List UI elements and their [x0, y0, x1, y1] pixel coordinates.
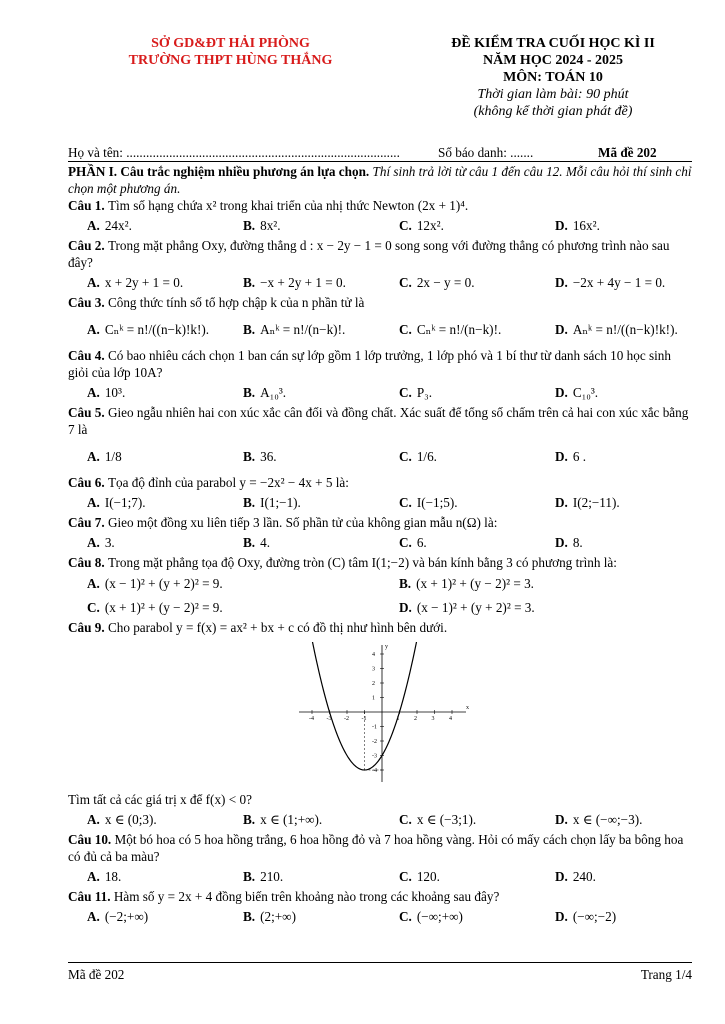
option-text: x + 2y + 1 = 0. [104, 275, 184, 290]
question-stem: Tọa độ đỉnh của parabol y = −2x² − 4x + 5 là: [107, 475, 349, 490]
answer-option-c[interactable] [380, 217, 536, 234]
option-text: 16x². [572, 218, 600, 233]
question-label: Câu 7. [68, 515, 108, 530]
answer-option-b[interactable] [224, 274, 380, 291]
answer-option-d[interactable] [380, 599, 692, 616]
answer-options [68, 867, 692, 886]
answer-option-a[interactable] [68, 217, 224, 234]
option-letter: D. [555, 321, 568, 337]
exam-title: ĐỀ KIỂM TRA CUỐI HỌC KÌ II [451, 36, 655, 51]
option-text: A₁₀³. [260, 385, 287, 400]
option-letter: A. [87, 575, 100, 591]
option-letter: C. [399, 869, 412, 884]
option-text: (−∞;+∞) [416, 909, 463, 924]
option-letter: D. [555, 385, 568, 400]
option-letter: C. [399, 321, 412, 337]
answer-option-a[interactable] [68, 811, 224, 828]
answer-option-a[interactable] [68, 494, 224, 511]
answer-option-c[interactable] [380, 811, 536, 828]
y-tick-label: 2 [372, 681, 375, 687]
option-letter: B. [243, 495, 256, 510]
answer-options [68, 907, 692, 926]
question-stem: Gieo một đồng xu liên tiếp 3 lần. Số phần tử của không gian mẫu n(Ω) là: [107, 515, 498, 530]
question-label: Câu 5. [68, 405, 108, 420]
option-letter: A. [87, 218, 100, 233]
option-letter: B. [243, 535, 256, 550]
option-text: 240. [572, 869, 596, 884]
option-text: 120. [416, 869, 440, 884]
exam-time: Thời gian làm bài: 90 phút [477, 87, 629, 102]
answer-option-c[interactable] [380, 534, 536, 551]
option-text: 2x − y = 0. [416, 275, 475, 290]
option-text: I(−1;7). [104, 495, 146, 510]
x-tick-label: -3 [326, 716, 332, 722]
question-text [68, 237, 692, 271]
y-axis-label: y [385, 644, 388, 650]
question-stem: Công thức tính số tổ hợp chập k của n phần tử là [107, 295, 365, 310]
question-text [68, 474, 692, 491]
answer-option-d[interactable] [536, 494, 692, 511]
option-text: Aₙᵏ = n!/((n−k)!k!). [572, 321, 678, 337]
question-8 [68, 554, 692, 619]
question-3 [68, 294, 692, 345]
option-letter: A. [87, 321, 100, 337]
option-text: 8. [572, 535, 583, 550]
option-letter: A. [87, 869, 100, 884]
answer-option-a[interactable] [68, 908, 224, 925]
answer-option-c[interactable] [380, 274, 536, 291]
part1-heading [68, 163, 692, 197]
option-text: 1/8 [104, 448, 122, 464]
option-text: Aₙᵏ = n!/(n−k)!. [260, 321, 346, 337]
y-tick-label: -1 [372, 724, 377, 731]
question-text [68, 294, 692, 311]
x-tick-label: 4 [449, 716, 452, 722]
answer-options [68, 595, 692, 619]
option-letter: C. [399, 535, 412, 550]
option-letter: A. [87, 275, 100, 290]
answer-option-d[interactable] [536, 534, 692, 551]
answer-options [68, 810, 692, 829]
answer-options [68, 571, 692, 595]
option-letter: B. [399, 575, 412, 591]
question-11 [68, 888, 692, 926]
option-text: x ∈ (−3;1). [416, 812, 477, 827]
question-1 [68, 197, 692, 235]
option-letter: C. [399, 448, 412, 464]
answer-option-c[interactable] [380, 494, 536, 511]
question-text [68, 404, 692, 438]
answer-option-b[interactable] [224, 811, 380, 828]
option-letter: C. [87, 599, 100, 615]
question-stem: Hàm số y = 2x + 4 đồng biến trên khoảng nào trong các khoảng sau đây? [113, 889, 500, 904]
question-stem: Tìm số hạng chứa x² trong khai triển của nhị thức Newton (2x + 1)⁴. [107, 198, 469, 213]
option-text: x ∈ (0;3). [104, 812, 157, 827]
option-text: −2x + 4y − 1 = 0. [572, 275, 666, 290]
option-text: (x − 1)² + (y + 2)² = 3. [416, 599, 535, 615]
answer-option-a[interactable] [68, 575, 380, 592]
question-2 [68, 237, 692, 292]
option-text: −x + 2y + 1 = 0. [260, 275, 346, 290]
option-text: (−2;+∞) [104, 909, 149, 924]
exam-time-note: (không kể thời gian phát đề) [473, 104, 633, 119]
answer-option-d[interactable] [536, 217, 692, 234]
question-label: Câu 11. [68, 889, 114, 904]
answer-option-d[interactable] [536, 384, 692, 401]
answer-option-b[interactable] [224, 868, 380, 885]
question-label: Câu 9. [68, 620, 108, 635]
question-label: Câu 3. [68, 295, 108, 310]
question-10 [68, 831, 692, 886]
option-letter: B. [243, 275, 256, 290]
answer-option-c[interactable] [380, 868, 536, 885]
question-text [68, 197, 692, 214]
exam-code: Mã đề 202 [598, 145, 657, 160]
question-stem: Một bó hoa có 5 hoa hồng trắng, 6 hoa hồng đỏ và 7 hoa hồng vàng. Hỏi có mấy cách chọn lấy ba bông hoa có đủ cả ba màu? [68, 832, 684, 864]
y-tick-label: 1 [372, 695, 375, 702]
option-letter: D. [555, 448, 568, 464]
option-letter: C. [399, 812, 412, 827]
option-text: I(2;−11). [572, 495, 620, 510]
option-text: x ∈ (−∞;−3). [572, 812, 643, 827]
question-5 [68, 404, 692, 472]
answer-option-c[interactable] [380, 908, 536, 925]
option-letter: B. [243, 448, 256, 464]
question-text [68, 888, 692, 905]
question-7 [68, 514, 692, 552]
school-name: TRƯỜNG THPT HÙNG THẮNG [128, 53, 333, 68]
option-text: x ∈ (1;+∞). [260, 812, 323, 827]
answer-option-a[interactable] [68, 274, 224, 291]
answer-option-c[interactable] [380, 384, 536, 401]
question-9 [68, 619, 692, 829]
option-letter: D. [555, 275, 568, 290]
option-text: (2;+∞) [260, 909, 296, 924]
x-axis-label: x [466, 705, 469, 711]
answer-option-d[interactable] [536, 274, 692, 291]
option-text: 4. [260, 535, 270, 550]
footer-exam-code: Mã đề 202 [68, 967, 125, 982]
question-list [68, 197, 692, 926]
answer-option-a[interactable] [68, 321, 224, 338]
answer-option-a[interactable] [68, 384, 224, 401]
y-tick-label: -3 [372, 753, 377, 760]
question-label: Câu 10. [68, 832, 115, 847]
y-tick-label: 4 [372, 652, 375, 658]
answer-options [68, 313, 692, 345]
question-text [68, 554, 692, 571]
answer-option-a[interactable] [68, 868, 224, 885]
answer-options [68, 533, 692, 552]
question-stem: Cho parabol y = f(x) = ax² + bx + c có đồ thị như hình bên dưới. [107, 620, 448, 635]
option-letter: A. [87, 495, 100, 510]
answer-option-a[interactable] [68, 534, 224, 551]
footer-page-number: Trang 1/4 [640, 967, 692, 982]
parabola-curve [311, 642, 418, 770]
question-stem: Trong mặt phẳng Oxy, đường thẳng d : x − 2y − 1 = 0 song song với đường thẳng có phương trình nào sau đây? [68, 238, 670, 270]
exam-page [68, 0, 692, 1024]
answer-option-b[interactable] [224, 384, 380, 401]
option-text: 3. [104, 535, 115, 550]
question-stem: Gieo ngẫu nhiên hai con xúc xắc cân đối và đồng chất. Xác suất để tổng số chấm trên cả hai con xúc xắc bằng 7 là [68, 405, 689, 437]
part1-title: PHẦN I. Câu trắc nghiệm nhiều phương án lựa chọn. [68, 164, 370, 179]
option-letter: A. [87, 385, 100, 400]
option-letter: D. [555, 535, 568, 550]
x-tick-label: -2 [344, 716, 349, 722]
question-label: Câu 1. [68, 198, 108, 213]
option-letter: A. [87, 535, 100, 550]
x-tick-label: 2 [414, 716, 417, 722]
header-divider [68, 161, 692, 162]
question-text [68, 514, 692, 531]
option-text: (x + 1)² + (y − 2)² = 3. [416, 575, 534, 591]
option-letter: C. [399, 218, 412, 233]
question-label: Câu 8. [68, 555, 108, 570]
option-letter: B. [243, 812, 256, 827]
parabola-graph [294, 642, 474, 787]
question-stem: Trong mặt phẳng tọa độ Oxy, đường tròn (C) tâm I(1;−2) và bán kính bằng 3 có phương trình là: [107, 555, 617, 570]
option-letter: D. [555, 812, 568, 827]
part1-instruction: Thí sinh trả lời từ câu 1 đến câu 12. Mỗi câu hỏi thí sinh chỉ chọn một phương án. [68, 164, 692, 196]
option-letter: A. [87, 812, 100, 827]
answer-option-b[interactable] [224, 534, 380, 551]
option-text: 1/6. [416, 448, 437, 464]
answer-option-b[interactable] [224, 217, 380, 234]
answer-options [68, 383, 692, 402]
question-stem: Có bao nhiêu cách chọn 1 ban cán sự lớp gồm 1 lớp trưởng, 1 lớp phó và 1 bí thư từ danh sách 10 học sinh giỏi của lớp 10A? [68, 348, 671, 380]
question-label: Câu 6. [68, 475, 108, 490]
question-text [68, 347, 692, 381]
answer-option-b[interactable] [224, 908, 380, 925]
option-text: 6. [416, 535, 427, 550]
option-letter: B. [243, 385, 256, 400]
answer-option-d[interactable] [536, 908, 692, 925]
option-text: Cₙᵏ = n!/((n−k)!k!). [104, 321, 210, 337]
question-text [68, 619, 692, 636]
option-letter: C. [399, 495, 412, 510]
header-right [413, 35, 693, 120]
option-text: C₁₀³. [572, 385, 599, 400]
question-6 [68, 474, 692, 512]
option-letter: D. [555, 909, 568, 924]
answer-options [68, 273, 692, 292]
option-text: I(1;−1). [260, 495, 301, 510]
option-letter: B. [243, 321, 256, 337]
x-tick-label: 3 [431, 716, 435, 722]
option-letter: B. [243, 218, 256, 233]
option-text: 8x². [260, 218, 281, 233]
option-letter: C. [399, 275, 412, 290]
answer-option-a[interactable] [68, 448, 224, 465]
option-text: 10³. [104, 385, 126, 400]
subject: MÔN: TOÁN 10 [503, 70, 603, 85]
answer-option-c[interactable] [380, 448, 536, 465]
x-tick-label: 1 [396, 716, 400, 722]
answer-option-d[interactable] [536, 811, 692, 828]
answer-option-b[interactable] [224, 494, 380, 511]
answer-options [68, 493, 692, 512]
y-tick-label: -4 [372, 768, 377, 774]
answer-option-d[interactable] [536, 868, 692, 885]
option-letter: B. [243, 909, 256, 924]
option-letter: D. [555, 495, 568, 510]
option-text: 210. [260, 869, 284, 884]
school-year: NĂM HỌC 2024 - 2025 [483, 53, 623, 68]
option-letter: D. [555, 869, 568, 884]
option-letter: A. [87, 909, 100, 924]
student-name-field: Họ và tên: ................................................................................... [68, 145, 400, 160]
option-letter: D. [399, 599, 412, 615]
answer-option-b[interactable] [224, 321, 380, 338]
option-text: 12x². [416, 218, 444, 233]
question-after-text: Tìm tất cả các giá trị x để f(x) < 0? [68, 792, 252, 807]
y-tick-label: -2 [372, 739, 377, 745]
option-text: (−∞;−2) [572, 909, 617, 924]
header-left [68, 35, 393, 69]
org-name: SỞ GD&ĐT HẢI PHÒNG [151, 36, 310, 51]
answer-option-b[interactable] [380, 575, 692, 592]
answer-options [68, 440, 692, 472]
option-text: P₃. [416, 385, 433, 400]
option-text: (x − 1)² + (y + 2)² = 9. [104, 575, 223, 591]
option-text: 18. [104, 869, 122, 884]
option-letter: C. [399, 909, 412, 924]
question-label: Câu 4. [68, 348, 108, 363]
answer-option-d[interactable] [536, 448, 692, 465]
option-text: I(−1;5). [416, 495, 458, 510]
option-letter: C. [399, 385, 412, 400]
option-letter: D. [555, 218, 568, 233]
option-letter: B. [243, 869, 256, 884]
question-4 [68, 347, 692, 402]
x-tick-label: -4 [309, 716, 314, 722]
option-text: 6 . [572, 448, 587, 464]
option-text: (x + 1)² + (y − 2)² = 9. [104, 599, 223, 615]
option-letter: A. [87, 448, 100, 464]
answer-option-b[interactable] [224, 448, 380, 465]
answer-option-c[interactable] [68, 599, 380, 616]
student-id-field: Số báo danh: ....... [438, 145, 534, 160]
question-label: Câu 2. [68, 238, 108, 253]
x-tick-label: -1 [361, 716, 367, 722]
answer-options [68, 216, 692, 235]
option-text: 36. [260, 448, 277, 464]
y-tick-label: 3 [372, 666, 375, 673]
option-text: 24x². [104, 218, 132, 233]
answer-option-d[interactable] [536, 321, 692, 338]
answer-option-c[interactable] [380, 321, 536, 338]
exam-content [68, 163, 692, 928]
option-text: Cₙᵏ = n!/(n−k)!. [416, 321, 502, 337]
question-text [68, 831, 692, 865]
page-footer [68, 962, 692, 982]
